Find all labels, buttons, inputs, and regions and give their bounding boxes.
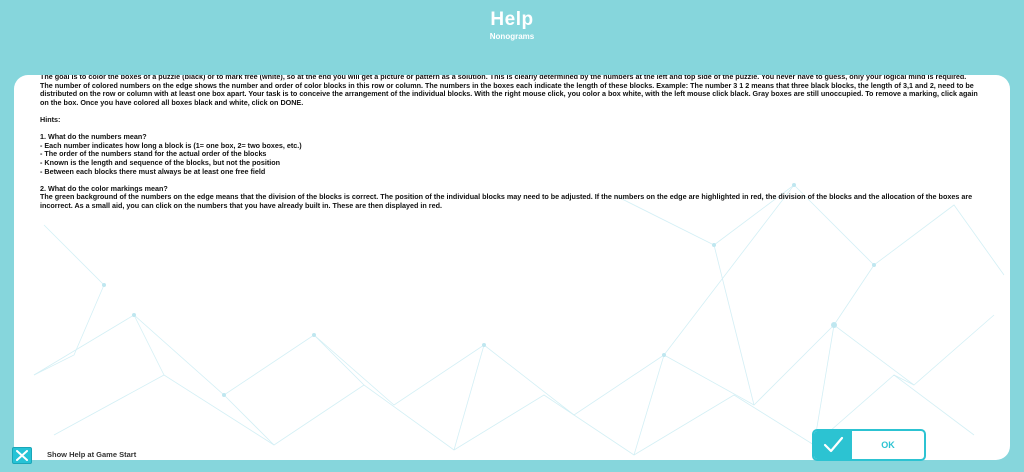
hints-heading: Hints:: [40, 114, 61, 124]
ok-icon-box: [814, 431, 852, 459]
hint-list-item: - The order of the numbers stand for the actual order of the blocks: [40, 149, 267, 159]
hint-list-item: - Known is the length and sequence of the blocks, but not the position: [40, 157, 280, 167]
hint-list-item: - Each number indicates how long a block is (1= one box, 2= two boxes, etc.): [40, 140, 302, 150]
hint-list-item: - Between each blocks there must always be at least one free field: [40, 166, 266, 176]
show-help-checkbox[interactable]: [12, 447, 32, 464]
section-heading: 1. What do the numbers mean?: [40, 132, 147, 142]
page-subtitle: Nonograms: [489, 32, 535, 41]
section-paragraph: The green background of the numbers on the edge means that the division of the blocks is correct. The position of the individual blocks may need to be adjusted. If the numbers on the edge are highlighted in red, the division of the blocks and the allocation of the boxes are incorrect. As a small aid, you can click on the numbers that you have already built in. These are then displayed in red.: [40, 192, 973, 210]
ok-button[interactable]: [812, 429, 926, 461]
page-title: Help: [490, 9, 534, 30]
help-intro-paragraph: The goal is to color the boxes of a puzzle (black) or to mark free (white), so at the end you will get a picture or pattern as a solution. This is clearly determined by the numbers at the left and top side of the puzzle. You never have to guess, only your logical mind is required.: [40, 75, 967, 81]
ok-button-label: OK: [881, 440, 895, 450]
show-help-label[interactable]: Show Help at Game Start: [47, 450, 137, 459]
help-text: [14, 75, 1010, 211]
help-panel: [14, 75, 1010, 460]
x-icon: [16, 450, 28, 461]
checkmark-icon: [822, 435, 844, 455]
header: [0, 8, 1024, 42]
section-heading: 2. What do the color markings mean?: [40, 183, 168, 193]
help-intro-paragraph: The number of colored numbers on the edge shows the number and order of color blocks in this row or column. The numbers in the boxes each indicate the length of these blocks. Example: The number 3 1 2 means that three black blocks, the length of 3,1 and 2, need to be distributed on the row or column with at least one box apart. Your task is to conceive the arrangement of the individual blocks. With the right mouse click, you color a box white, with the left mouse click black. Gray boxes are still unoccupied. To remove a marking, click again on the box. Once you have colored all boxes black and white, click on DONE.: [40, 80, 978, 107]
